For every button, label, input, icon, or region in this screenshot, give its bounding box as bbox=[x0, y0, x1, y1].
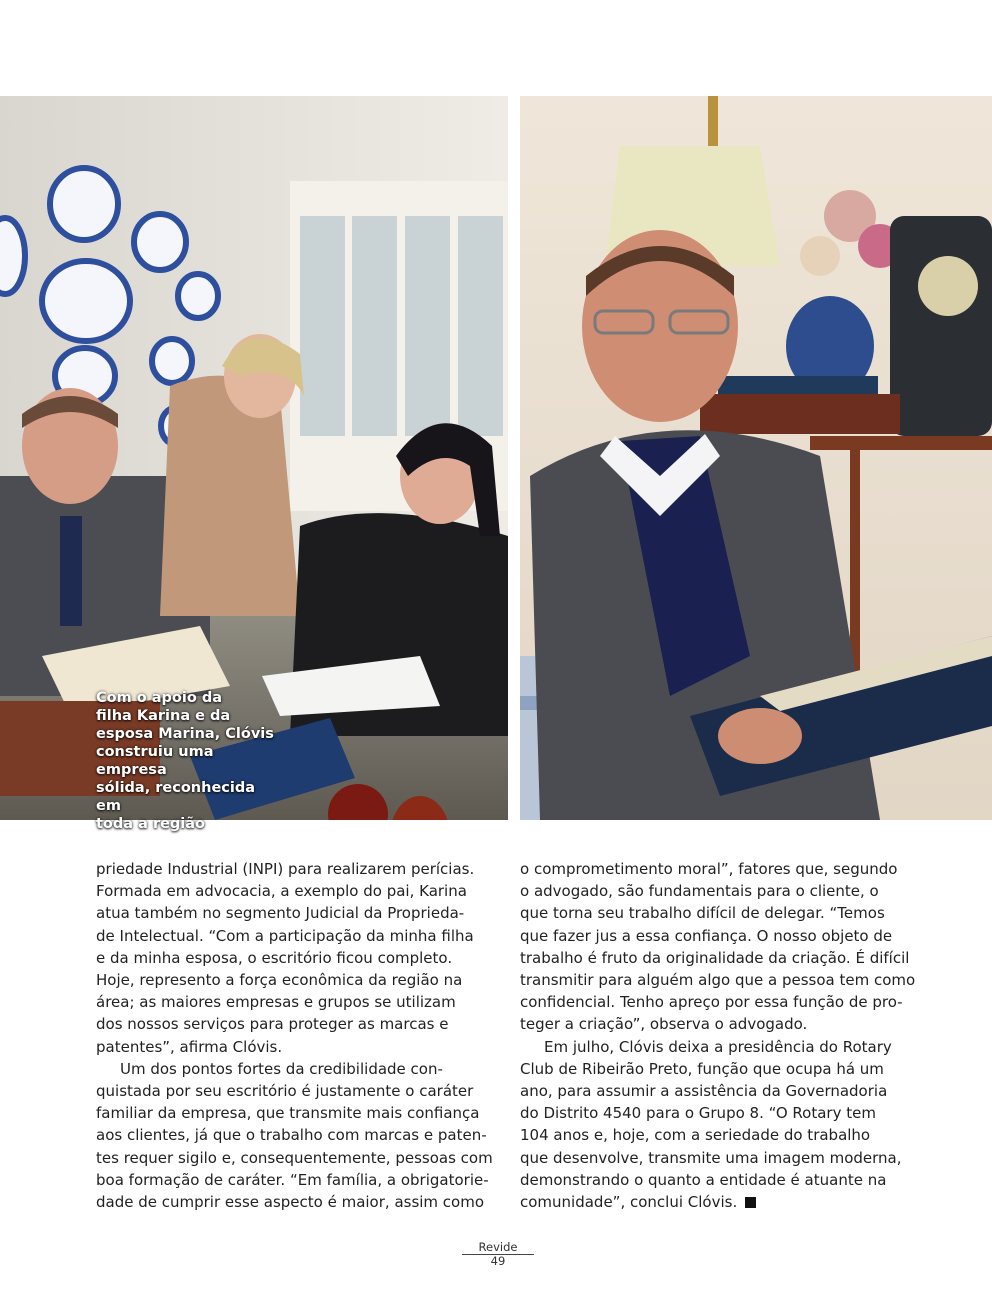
text-line: trabalho é fruto da originalidade da criação. É difícil bbox=[520, 948, 910, 967]
text-line: confidencial. Tenho apreço por essa função de pro- bbox=[520, 993, 903, 1012]
text-line: comunidade”, conclui Clóvis. bbox=[520, 1193, 738, 1212]
text-line: patentes”, afirma Clóvis. bbox=[96, 1037, 283, 1056]
photo-caption bbox=[96, 689, 276, 833]
text-line: ano, para assumir a assistência da Governadoria bbox=[520, 1082, 888, 1101]
caption-line: sólida, reconhecida em bbox=[96, 780, 256, 814]
text-line: atua também no segmento Judicial da Proprieda- bbox=[96, 904, 465, 923]
text-line: Club de Ribeirão Preto, função que ocupa há um bbox=[520, 1059, 884, 1078]
text-line: Formada em advocacia, a exemplo do pai, Karina bbox=[96, 882, 467, 901]
text-line: o advogado, são fundamentais para o cliente, o bbox=[520, 882, 879, 901]
portrait-photo-icon bbox=[520, 96, 992, 820]
text-line: priedade Industrial (INPI) para realizarem perícias. bbox=[96, 860, 475, 878]
magazine-name: Revide bbox=[462, 1240, 534, 1255]
text-line: de Intelectual. “Com a participação da minha filha bbox=[96, 926, 474, 945]
text-line: aos clientes, já que o trabalho com marcas e paten- bbox=[96, 1126, 487, 1145]
text-line: tes requer sigilo e, consequentemente, pessoas com bbox=[96, 1148, 493, 1167]
text-line: familiar da empresa, que transmite mais confiança bbox=[96, 1104, 480, 1123]
text-line: teger a criação”, observa o advogado. bbox=[520, 1015, 808, 1034]
caption-line: construiu uma empresa bbox=[96, 744, 214, 778]
text-line: do Distrito 4540 para o Grupo 8. “O Rotary tem bbox=[520, 1104, 876, 1123]
text-line: o comprometimento moral”, fatores que, segundo bbox=[520, 860, 898, 878]
text-line: que torna seu trabalho difícil de delegar. “Temos bbox=[520, 904, 885, 923]
text-line: Um dos pontos fortes da credibilidade con- bbox=[120, 1059, 443, 1078]
text-line: Hoje, represento a força econômica da região na bbox=[96, 971, 463, 990]
text-line: e da minha esposa, o escritório ficou completo. bbox=[96, 948, 453, 967]
caption-line: filha Karina e da bbox=[96, 708, 231, 724]
article-column-left bbox=[96, 858, 493, 1213]
text-line: área; as maiores empresas e grupos se utilizam bbox=[96, 993, 456, 1012]
text-line: boa formação de caráter. “Em família, a obrigatorie- bbox=[96, 1170, 489, 1189]
text-line: transmitir para alguém algo que a pessoa tem como bbox=[520, 971, 916, 990]
text-line-last bbox=[520, 1191, 896, 1213]
article-column-right bbox=[520, 858, 916, 1213]
text-line: que desenvolve, transmite uma imagem moderna, bbox=[520, 1148, 902, 1167]
text-line: 104 anos e, hoje, com a seriedade do trabalho bbox=[520, 1126, 871, 1145]
text-line: demonstrando o quanto a entidade é atuante na bbox=[520, 1170, 887, 1189]
text-line: que fazer jus a essa confiança. O nosso objeto de bbox=[520, 926, 893, 945]
text-line: dade de cumprir esse aspecto é maior, assim como bbox=[96, 1193, 485, 1212]
text-line: Em julho, Clóvis deixa a presidência do Rotary bbox=[544, 1037, 892, 1056]
caption-line: toda a região bbox=[96, 816, 206, 832]
text-line: quistada por seu escritório é justamente o caráter bbox=[96, 1082, 474, 1101]
caption-line: Com o apoio da bbox=[96, 690, 223, 706]
page-footer bbox=[462, 1240, 534, 1267]
text-line: dos nossos serviços para proteger as marcas e bbox=[96, 1015, 449, 1034]
end-of-article-icon bbox=[745, 1197, 756, 1208]
caption-line: esposa Marina, Clóvis bbox=[96, 726, 274, 742]
portrait-photo bbox=[520, 96, 992, 820]
page-number: 49 bbox=[490, 1254, 506, 1268]
